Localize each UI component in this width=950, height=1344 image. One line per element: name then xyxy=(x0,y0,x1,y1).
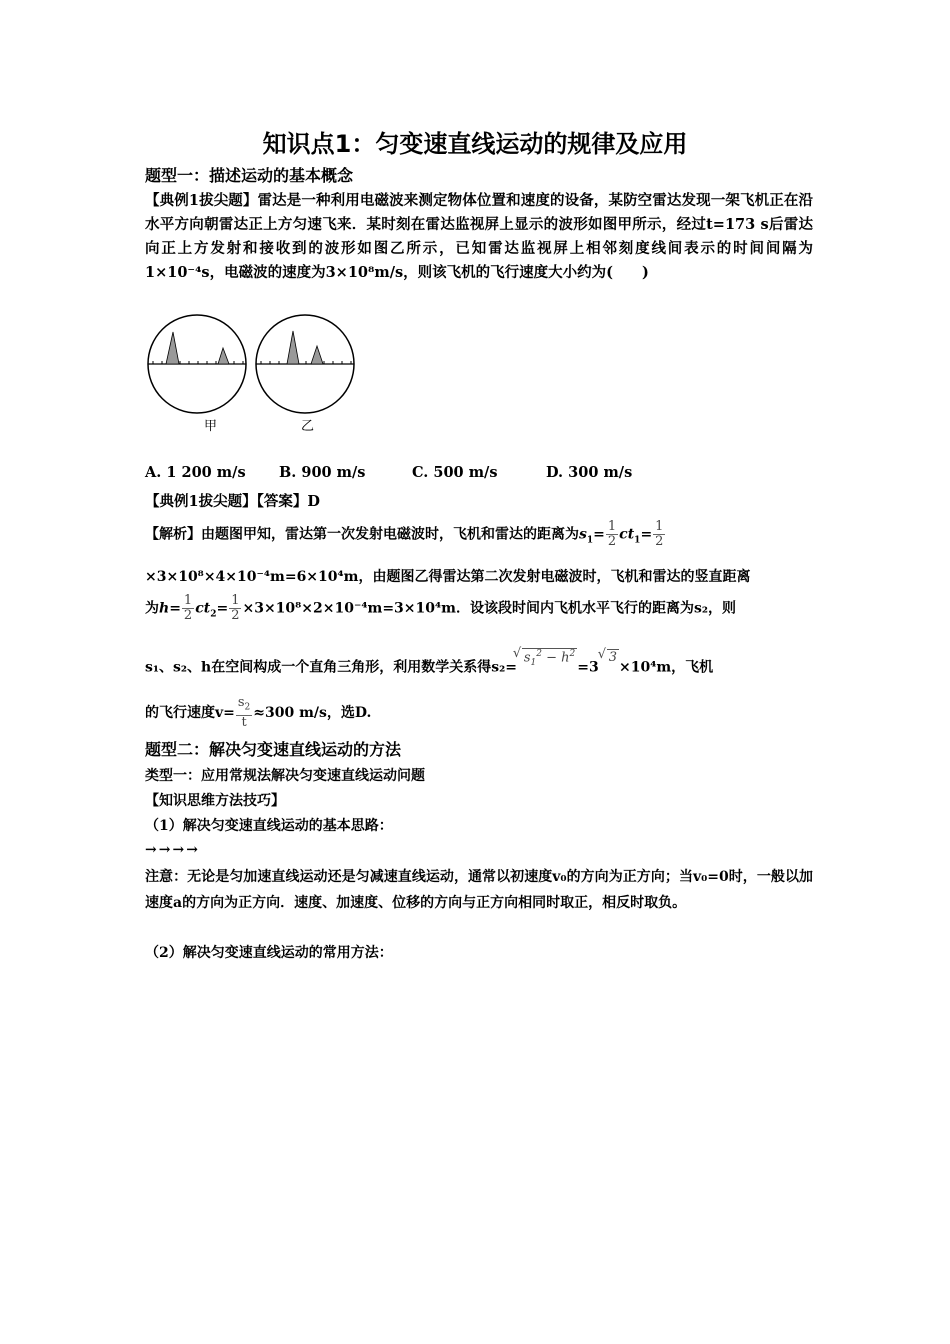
option-a: A. 1 200 m/s xyxy=(145,464,246,481)
flow-arrows: →→→→ xyxy=(145,842,200,858)
example-tag: 【典例1拔尖题】 xyxy=(145,192,258,209)
half-fraction: $\frac{1}{2}$ xyxy=(183,593,193,623)
option-c: C. 500 m/s xyxy=(412,464,498,481)
radar-screen-jia xyxy=(148,315,246,413)
type1-heading: 类型一：应用常规法解决匀变速直线运动问题 xyxy=(145,768,425,784)
radar-screens-figure xyxy=(143,314,359,436)
label-yi: 乙 xyxy=(301,419,315,434)
solution-line-2: ×3×10⁸×4×10⁻⁴m=6×10⁴m，由题图乙得雷达第二次发射电磁波时，飞机和雷达的竖直距离 xyxy=(145,569,751,585)
s2-over-t-fraction: $\frac{s_2}{t}$ xyxy=(237,695,251,730)
label-jia: 甲 xyxy=(204,419,218,434)
sqrt-three: √ 3 xyxy=(607,649,619,665)
step2-text: （2）解决匀变速直线运动的常用方法： xyxy=(145,945,393,961)
option-b: B. 900 m/s xyxy=(279,464,366,481)
section2-heading: 题型二：解决匀变速直线运动的方法 xyxy=(145,740,402,759)
example-problem xyxy=(145,189,813,285)
half-fraction: $\frac{1}{2}$ xyxy=(607,519,617,549)
option-d: D. 300 m/s xyxy=(546,464,633,481)
section1-heading: 题型一：描述运动的基本概念 xyxy=(145,166,354,185)
sqrt-expression: √ $s_1^2 - h^2$ xyxy=(522,648,577,668)
knowledge-heading: 【知识思维方法技巧】 xyxy=(145,793,285,809)
half-fraction: $\frac{1}{2}$ xyxy=(231,593,240,623)
answer-line: 【典例1拔尖题】【答案】D xyxy=(145,493,320,510)
solution-line-3: 为h= $\frac{1}{2}$ $ct_2=$ $\frac{1}{2}$ ×3×10⁸×2×10⁻⁴m=3×10⁴m．设该段时间内飞机水平飞行的距离为s₂，则 xyxy=(145,593,736,623)
note-text: 注意：无论是匀加速直线运动还是匀减速直线运动，通常以初速度v₀的方向为正方向；当v₀=0时，一般以加速度a的方向为正方向．速度、加速度、位移的方向与正方向相同时取正，相反时取负。 xyxy=(145,869,813,911)
radar-screen-yi xyxy=(256,315,354,413)
solution-line-5: 的飞行速度v= $\frac{s_2}{t}$ ≈300 m/s，选D. xyxy=(145,695,372,730)
example-text: 雷达是一种利用电磁波来测定物体位置和速度的设备，某防空雷达发现一架飞机正在沿水平方向朝雷达正上方匀速飞来．某时刻在雷达监视屏上显示的波形如图甲所示，经过t=173 s后雷达向正上方发射和接收到的波形如图乙所示，已知雷达监视屏上相邻刻度线间表示的时间间隔为1×10⁻⁴s，电磁波的速度为3×10⁸m/s，则该飞机的飞行速度大小约为( ) xyxy=(145,192,814,281)
half-fraction: $\frac{1}{2}$ xyxy=(655,519,664,549)
page-title: 知识点1：匀变速直线运动的规律及应用 xyxy=(262,130,688,158)
step1-text: （1）解决匀变速直线运动的基本思路： xyxy=(145,818,393,834)
solution-line-4: s₁、s₂、h在空间构成一个直角三角形，利用数学关系得s₂= √ $s_1^2 - h^2=3√$ 3×10⁴m，飞机 xyxy=(145,648,713,676)
solution-line-1: 【解析】由题图甲知，雷达第一次发射电磁波时，飞机和雷达的距离为$s_1=$ $\frac{1}{2}$ $ct_1=$ $\frac{1}{2}$ xyxy=(145,519,664,549)
